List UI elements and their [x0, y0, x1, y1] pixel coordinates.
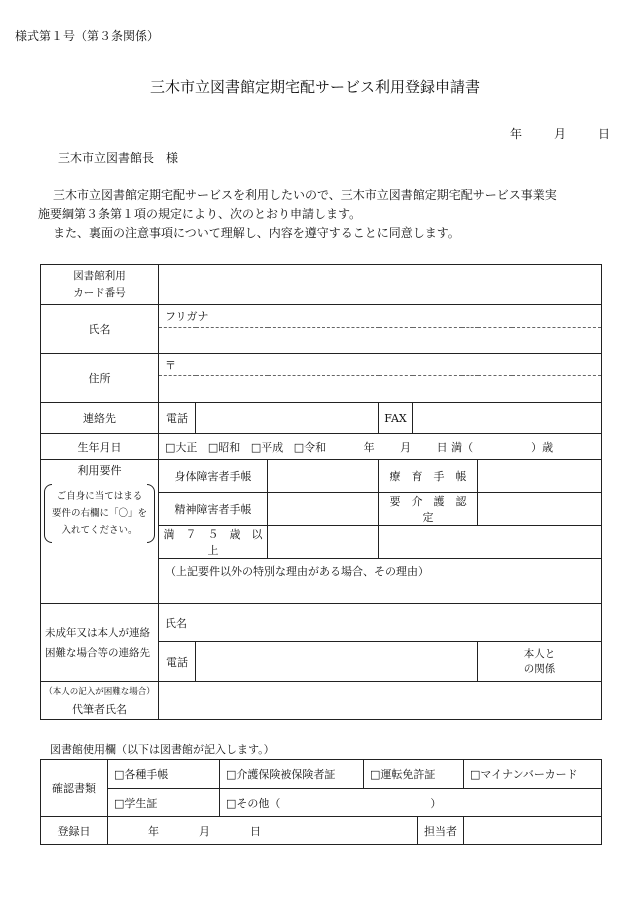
- proxy-label: 代筆者氏名: [72, 702, 127, 716]
- req-other-label: （上記要件以外の特別な理由がある場合、その理由）: [165, 565, 429, 578]
- birthdate-field[interactable]: [159, 434, 602, 460]
- reg-month-label: 月: [199, 824, 210, 838]
- minor-phone-label: 電話: [159, 642, 196, 682]
- requirements-label: 利用要件: [77, 464, 122, 477]
- furigana-field[interactable]: [159, 305, 602, 328]
- row-birthdate: [41, 434, 602, 460]
- reg-date-field[interactable]: [108, 817, 418, 845]
- doc-care-insurance-checkbox[interactable]: □介護保険被保険者証: [220, 760, 364, 789]
- staff-label: 担当者: [418, 817, 464, 845]
- staff-field[interactable]: [464, 817, 602, 845]
- row-proxy: [41, 682, 602, 720]
- postal-mark: 〒: [165, 358, 176, 372]
- requirements-note-line-2: 要件の右欄に「〇」を: [51, 508, 147, 519]
- minor-name-field[interactable]: [159, 604, 602, 642]
- req-care-label: 要 介 護 認 定: [379, 493, 478, 526]
- intro-text: [38, 186, 603, 243]
- date-year: 年: [509, 127, 522, 141]
- row-requirement-physical: [41, 460, 602, 493]
- requirements-note-line-3: 入れてください。: [61, 525, 138, 536]
- row-contact: [41, 403, 602, 434]
- addressee: 三木市立図書館長 様: [58, 151, 179, 165]
- postal-code-field[interactable]: [159, 354, 602, 376]
- req-age75-label: 満 ７ ５ 歳 以 上: [159, 526, 268, 559]
- proxy-note: （本人の記入が困難な場合）: [44, 686, 155, 697]
- reg-year-label: 年: [148, 824, 159, 838]
- row-docs-2: [41, 789, 602, 817]
- doc-other-checkbox[interactable]: □その他（: [226, 796, 281, 810]
- relation-label-line-2: の関係: [523, 662, 556, 675]
- contact-label: 連絡先: [41, 403, 159, 434]
- minor-name-label: 氏名: [165, 616, 187, 630]
- document-title: 三木市立図書館定期宅配サービス利用登録申請書: [149, 78, 480, 96]
- row-minor-name: [41, 604, 602, 642]
- row-library-card: [41, 265, 602, 305]
- req-mental-label: 精神障害者手帳: [159, 493, 268, 526]
- library-card-label-line-2: カード番号: [73, 286, 126, 299]
- intro-line-1: 三木市立図書館定期宅配サービスを利用したいので、三木市立図書館定期宅配サービス事業実: [53, 188, 557, 202]
- proxy-name-field[interactable]: [159, 682, 602, 720]
- name-field[interactable]: [159, 328, 602, 354]
- fax-label: FAX: [379, 403, 413, 434]
- req-other-field[interactable]: [159, 559, 602, 604]
- library-use-table: [40, 759, 602, 845]
- era-reiwa-checkbox[interactable]: □令和: [293, 440, 327, 454]
- req-physical-label: 身体障害者手帳: [159, 460, 268, 493]
- doc-license-checkbox[interactable]: □運転免許証: [364, 760, 464, 789]
- relation-label-line-1: 本人と: [523, 647, 556, 660]
- era-heisei-checkbox[interactable]: □平成: [250, 440, 284, 454]
- row-furigana: [41, 305, 602, 328]
- intro-line-2: 施要綱第３条第１項の規定により、次のとおり申請します。: [38, 207, 362, 221]
- requirements-label-cell: [41, 460, 159, 604]
- proxy-label-cell: [41, 682, 159, 720]
- row-docs-1: [41, 760, 602, 789]
- req-age75-blank: [379, 526, 602, 559]
- birthdate-label: 生年月日: [41, 434, 159, 460]
- requirements-note-line-1: ご自身に当てはまる: [56, 491, 143, 502]
- minor-phone-field[interactable]: [196, 642, 478, 682]
- era-showa-checkbox[interactable]: □昭和: [207, 440, 241, 454]
- reg-day-label: 日: [250, 824, 261, 838]
- address-field[interactable]: [159, 376, 602, 403]
- doc-mynumber-checkbox[interactable]: □マイナンバーカード: [464, 760, 602, 789]
- age-prefix: 満（: [451, 440, 474, 454]
- fax-field[interactable]: [413, 403, 602, 434]
- library-card-number-field[interactable]: [159, 265, 602, 305]
- era-taisho-checkbox[interactable]: □大正: [165, 440, 198, 454]
- doc-notebooks-checkbox[interactable]: □各種手帳: [108, 760, 220, 789]
- library-card-label: [41, 265, 159, 305]
- phone-field[interactable]: [196, 403, 379, 434]
- birth-year-label: 年: [363, 440, 375, 454]
- doc-other-close: ）: [430, 796, 442, 810]
- relation-label: [478, 642, 602, 682]
- reg-date-label: 登録日: [41, 817, 108, 845]
- intro-line-3: また、裏面の注意事項について理解し、内容を遵守することに同意します。: [53, 226, 460, 240]
- furigana-label: フリガナ: [165, 310, 209, 323]
- date-month: 月: [553, 127, 566, 141]
- application-date: [510, 125, 610, 142]
- req-age75-field[interactable]: [268, 526, 379, 559]
- minor-contact-label: 未成年又は本人が連絡困難な場合等の連絡先: [41, 604, 159, 682]
- req-care-field[interactable]: [478, 493, 602, 526]
- docs-label: 確認書類: [41, 760, 108, 817]
- name-label: 氏名: [41, 305, 159, 354]
- row-registration: [41, 817, 602, 845]
- row-postal: [41, 354, 602, 376]
- phone-label: 電話: [159, 403, 196, 434]
- req-mental-field[interactable]: [268, 493, 379, 526]
- req-rehab-field[interactable]: [478, 460, 602, 493]
- form-number: 様式第１号（第３条関係）: [15, 29, 160, 43]
- library-use-caption: 図書館使用欄（以下は図書館が記入します。）: [50, 743, 275, 756]
- birth-day-label: 日: [436, 440, 448, 454]
- address-label: 住所: [41, 354, 159, 403]
- date-day: 日: [597, 127, 610, 141]
- req-physical-field[interactable]: [268, 460, 379, 493]
- doc-student-checkbox[interactable]: □学生証: [108, 789, 220, 817]
- birth-month-label: 月: [400, 440, 412, 454]
- doc-other-field[interactable]: [220, 789, 602, 817]
- req-rehab-label: 療 育 手 帳: [379, 460, 478, 493]
- library-card-label-line-1: 図書館利用: [73, 269, 126, 282]
- age-suffix: ）歳: [531, 440, 554, 454]
- requirements-note: [44, 484, 155, 543]
- application-form-table: [40, 264, 602, 720]
